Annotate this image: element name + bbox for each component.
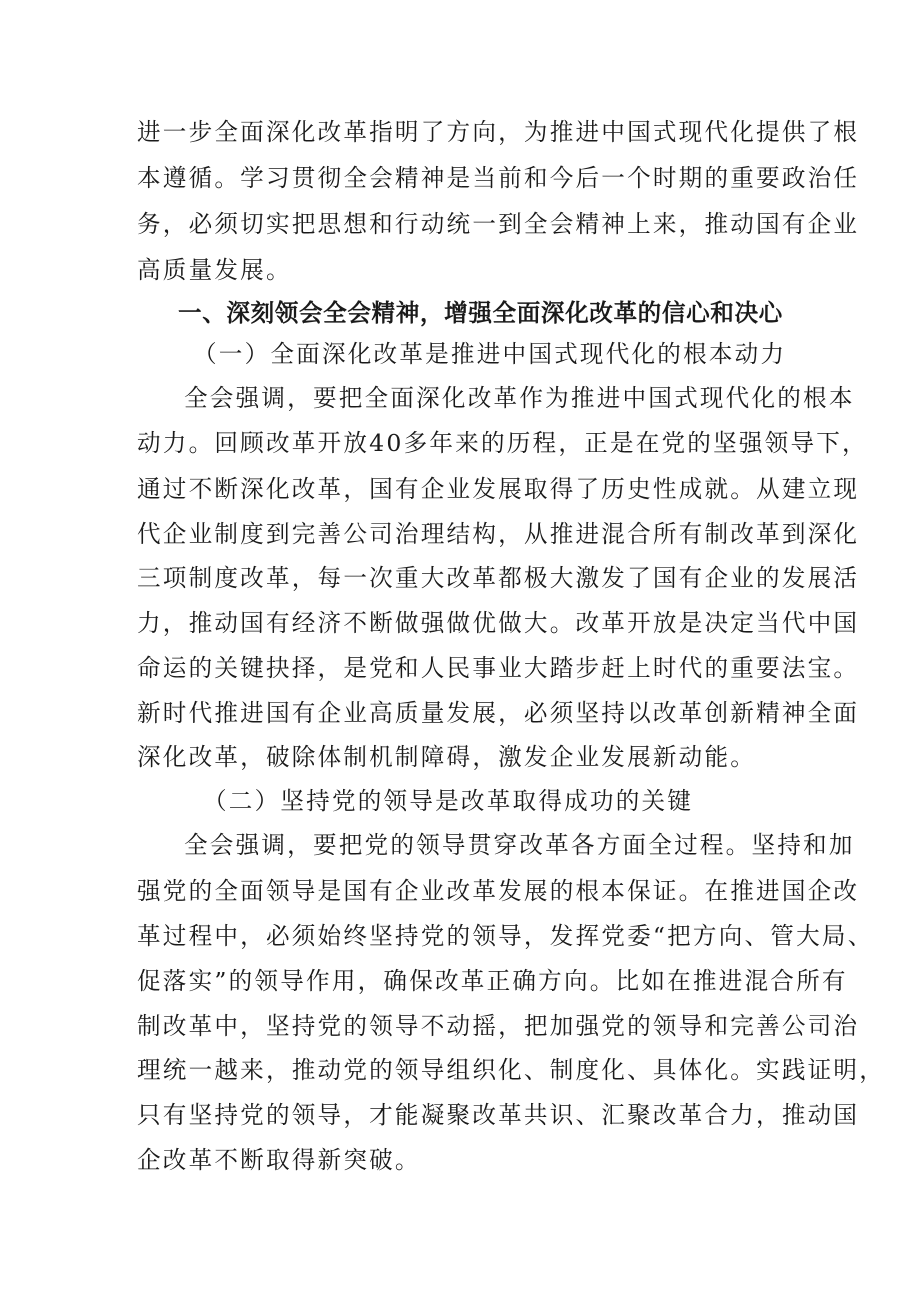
paragraph-line: 动力。回顾改革开放40多年来的历程，正是在党的坚强领导下， — [137, 429, 868, 457]
paragraph-line: 新时代推进国有企业高质量发展，必须坚持以改革创新精神全面 — [137, 699, 860, 727]
paragraph-line: 理统一越来，推动党的领导组织化、制度化、具体化。实践证明， — [137, 1056, 886, 1084]
paragraph-line: 促落实”的领导作用，确保改革正确方向。比如在推进混合所有 — [137, 967, 848, 995]
section-heading: 一、深刻领会全会精神，增强全面深化改革的信心和决心 — [178, 299, 783, 327]
paragraph-line: 强党的全面领导是国有企业改革发展的根本保证。在推进国企改 — [137, 877, 860, 905]
paragraph-line: 全会强调，要把党的领导贯穿改革各方面全过程。坚持和加 — [184, 831, 855, 859]
paragraph-line: 企改革不断取得新突破。 — [137, 1146, 421, 1174]
paragraph-line: 三项制度改革，每一次重大改革都极大激发了国有企业的发展活 — [137, 564, 860, 592]
paragraph-line: 进一步全面深化改革指明了方向，为推进中国式现代化提供了根 — [137, 118, 860, 146]
paragraph-line: 代企业制度到完善公司治理结构，从推进混合所有制改革到深化 — [137, 520, 860, 548]
paragraph-line: 深化改革，破除体制机制障碍，激发企业发展新动能。 — [137, 743, 757, 771]
paragraph-line: 高质量发展。 — [137, 256, 292, 284]
paragraph-line: 命运的关键抉择，是党和人民事业大踏步赶上时代的重要法宝。 — [137, 654, 860, 682]
subsection-heading-2: （二）坚持党的领导是改革取得成功的关键 — [203, 787, 694, 815]
paragraph-line: 力，推动国有经济不断做强做优做大。改革开放是决定当代中国 — [137, 609, 860, 637]
paragraph-line: 革过程中，必须始终坚持党的领导，发挥党委“把方向、管大局、 — [137, 922, 874, 950]
paragraph-line: 本遵循。学习贯彻全会精神是当前和今后一个时期的重要政治任 — [137, 164, 860, 192]
subsection-heading-1: （一）全面深化改革是推进中国式现代化的根本动力 — [193, 340, 787, 368]
paragraph-line: 制改革中，坚持党的领导不动摇，把加强党的领导和完善公司治 — [137, 1012, 860, 1040]
paragraph-line: 只有坚持党的领导，才能凝聚改革共识、汇聚改革合力，推动国 — [137, 1101, 860, 1129]
paragraph-line: 务，必须切实把思想和行动统一到全会精神上来，推动国有企业 — [137, 210, 860, 238]
paragraph-line: 通过不断深化改革，国有企业发展取得了历史性成就。从建立现 — [137, 475, 860, 503]
paragraph-line: 全会强调，要把全面深化改革作为推进中国式现代化的根本 — [184, 384, 855, 412]
